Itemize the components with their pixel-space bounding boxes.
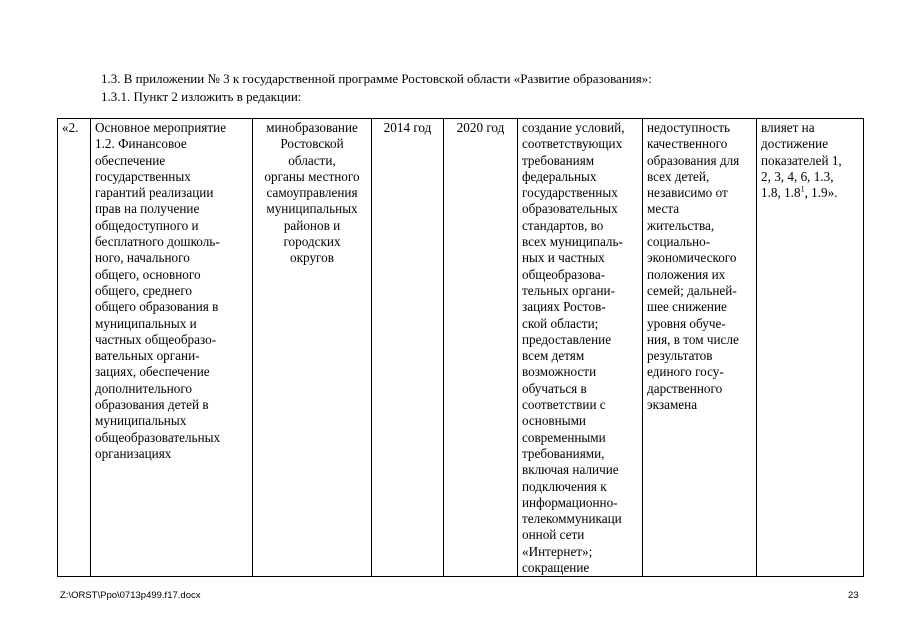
page-number: 23 [848, 590, 859, 601]
cell-consequences: недоступность качественного образования для всех детей, независимо от места жительства, социально- экономического положения их семей; дальней- шее снижение уровня обуче- ния, в том числе результатов единого госу- дарственного экзамена [643, 119, 757, 577]
footer-file-path: Z:\ORST\Ppo\0713p499.f17.docx [60, 590, 201, 601]
cell-end-year: 2020 год [444, 119, 518, 577]
cell-executor: минобразование Ростовской области, органы местного самоуправления муниципальных районов и городских округов [253, 119, 372, 577]
table-row [58, 119, 864, 577]
cell-start-year: 2014 год [372, 119, 444, 577]
indicators-tail: , 1.9». [804, 185, 838, 201]
cell-indicators [757, 119, 864, 577]
indicators-text: влияет на достижение показателей 1, 2, 3, 4, 6, 1.3, 1.8, 1.8 [761, 120, 842, 201]
cell-activity: Основное мероприятие 1.2. Финансовое обеспечение государственных гарантий реализации прав на получение общедоступного и бесплатного дошколь- ного, начального общего, основного общего, среднего общего образования в муниципальных и частных общеобразо- вательных органи- зациях, обеспечение дополнительного образования детей в муниципальных общеобразовательных организациях [91, 119, 253, 577]
program-table [57, 118, 864, 577]
cell-number: «2. [58, 119, 91, 577]
indicators-superscript: 1 [800, 184, 805, 194]
cell-expected-result: создание условий, соответствующих требованиям федеральных государственных образовательных стандартов, во всех муниципаль- ных и частных общеобразова- тельных органи- зациях Ростов- ской области; предоставление всем детям возможности обучаться в соответствии с основными современными требованиями, включая наличие подключения к информационно- телекоммуникаци онной сети «Интернет»; сокращение [518, 119, 643, 577]
intro-line-2: 1.3.1. Пункт 2 изложить в редакции: [101, 89, 302, 104]
intro-line-1: 1.3. В приложении № 3 к государственной программе Ростовской области «Развитие образования»: [101, 71, 652, 86]
intro-text [101, 70, 652, 106]
